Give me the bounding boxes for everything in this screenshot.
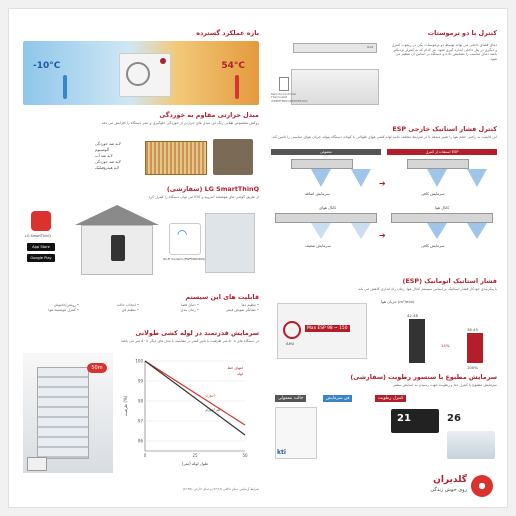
pipe-length-badge: 50m <box>87 363 107 373</box>
feature-col-4 <box>201 303 259 312</box>
esp-col-normal: معمولی <box>271 149 381 155</box>
hot-temp-label: 54°C <box>221 61 245 71</box>
auto-esp-text: با پیکربندی خودکار فشار استاتیک بر اساس سیستم کانال هوا، زمان راه اندازی کاهش می یابد <box>358 287 497 291</box>
ahu-circle <box>283 321 301 339</box>
airflow-arrow-r3 <box>427 223 447 239</box>
thinq-illustration <box>23 203 259 289</box>
outdoor-unit-image <box>119 53 171 97</box>
fin-layers-image <box>145 141 207 175</box>
airflow-arrow-l4 <box>351 223 371 239</box>
esp-row-label-3: کانال هوای <box>319 205 337 210</box>
y-tick-label: 96 <box>137 438 143 444</box>
airflow-bar-normal <box>409 319 425 363</box>
feature-item: • زمان بندی <box>180 307 199 312</box>
feature-col-2 <box>81 303 139 312</box>
series-label: اینورتر <box>205 393 215 398</box>
series-line <box>145 361 245 425</box>
temp-section-title: بازه عملکرد گسترده <box>196 29 259 37</box>
ceiling-duct <box>293 43 377 53</box>
house-icon <box>75 205 159 225</box>
y-tick-label: 100 <box>135 358 143 364</box>
layer-label-3: لایه ضد آب <box>95 153 113 158</box>
feature-item: • روشن/خاموش <box>53 303 79 307</box>
humidity-diagram <box>271 391 497 461</box>
airflow-arrow-l2 <box>351 169 371 187</box>
x-tick-label: 25 <box>192 453 198 458</box>
y-tick-label: 98 <box>137 398 143 404</box>
building-body <box>37 367 89 459</box>
building-image <box>23 353 113 473</box>
esp-section-text: این قابلیت به راحتی حجم هوا را تغییر میدهد تا در شرایط مختلف مانند لوله کشی هوای طولانی یا کوتاه، دستگاه بتواند جریان هوای مناسبی را تامین کند. <box>271 135 497 139</box>
feature-item: • تنظیم فن <box>121 307 139 312</box>
duct-unit-right-1 <box>407 159 469 169</box>
capacity-chart <box>123 353 259 483</box>
humidity-title: سرمایش مطبوع با سنسور رطوبت (سفارشی) <box>350 373 497 381</box>
esp-row-label-2: سرمایش کافی <box>421 191 445 196</box>
modem-model-label: Wi-Fi modem (PWFMDD200) <box>163 257 206 261</box>
y-tick-label: 99 <box>137 378 143 384</box>
y-tick-label: 97 <box>137 418 143 424</box>
y-axis-label: ظرفیت (%) <box>123 395 128 417</box>
feature-item: • نشانگر تعویض فیلتر <box>226 307 259 312</box>
x-axis-label: طول لوله (متر) <box>181 461 209 466</box>
temp-display-1: 21 <box>397 413 411 424</box>
duct-unit-right-2 <box>391 213 493 223</box>
dual-section-title: کنترل با دو ترموستات <box>427 29 497 37</box>
cold-thermometer-icon <box>63 75 67 99</box>
feature-item: • دمای فضا <box>181 303 199 307</box>
airflow-arrow-r4 <box>467 223 487 239</box>
humidity-item-2: فن سرمایش <box>323 395 352 402</box>
thinq-section-text: از طریق گوشی های هوشمند اندروید و iOS می توان دستگاه را کنترل کرد <box>148 195 259 199</box>
indoor-coil-image <box>213 139 253 175</box>
fan-icon <box>126 62 150 86</box>
chart-annotation: انتهای خط <box>227 366 243 370</box>
lg-logo-icon <box>160 58 166 64</box>
room-diagram <box>271 41 383 119</box>
esp-row-label-6: سرمایش کافی <box>421 243 445 248</box>
layer-label-2: آلومینیوم <box>95 147 109 152</box>
unit-label: Unit <box>367 45 374 49</box>
brand-block <box>411 473 497 501</box>
dual-section-text: دمای فضای داخلی می تواند توسط دو ترموستات یکی در ریموت کنترل و دیگری در پنل داخلی اندازه گیری شود. هر کدام که به کنترلر نزدیکتر باشد دمای مناسب را تشخیص داده و دستگاه بر اساس آن تنظیم می شود. <box>391 43 497 61</box>
brand-slogan: روی خوش زندگی <box>430 487 467 493</box>
esp-diagram <box>271 149 497 279</box>
wifi-icon: ◠ <box>177 227 188 241</box>
x-tick-label: 50 <box>242 453 248 458</box>
indoor-unit-image <box>205 213 255 273</box>
layer-label-4: لایه ضد خوردگی <box>95 159 121 164</box>
feature-col-3 <box>141 303 199 312</box>
smartphone-icon <box>111 235 125 261</box>
humidity-item-3: کنترل رطوبت <box>375 395 406 402</box>
kit-logo: kti <box>277 449 286 456</box>
features-title: قابلیت های این سیستم <box>185 293 259 301</box>
brand-flower-icon <box>471 475 493 497</box>
chart-annotation: لوله <box>237 372 243 376</box>
esp-row-label-1: سرمایش اضافه <box>305 191 330 196</box>
auto-esp-tag: Max ESP 98 ~ 150 <box>307 326 348 331</box>
temp-range-banner <box>23 41 259 105</box>
airflow-value-1: 42.48 <box>407 313 418 318</box>
duct-unit-left-2 <box>275 213 377 223</box>
feature-item: • تنظیم دما <box>241 303 259 307</box>
airflow-pct-2: 100% <box>467 365 478 370</box>
ahu-label: AHU <box>286 341 295 346</box>
duct-unit-left-1 <box>291 159 353 169</box>
esp-col-control: استفاده از کنترل ESP <box>387 149 497 155</box>
heat-exchanger-diagram <box>23 135 259 179</box>
hot-thermometer-icon <box>235 75 239 99</box>
airflow-arrow-l1 <box>311 169 331 187</box>
airflow-arrow-l3 <box>311 223 331 239</box>
humidity-item-1: حالت معمولی <box>275 395 306 402</box>
airflow-arrow-r1 <box>427 169 447 187</box>
series-label: غیر اینورتر <box>205 407 221 412</box>
esp-row-label-5: سرمایش ضعیف <box>305 243 331 248</box>
airflow-bar-auto <box>467 333 483 363</box>
auto-esp-title: فشار استاتیک اتوماتیک (ESP) <box>402 277 497 285</box>
airflow-pct-1: 14% <box>441 343 450 348</box>
series-line <box>145 361 245 435</box>
right-column <box>271 29 497 493</box>
pipe-section-title: مبدل حرارتی مقاوم به خوردگی <box>159 111 259 119</box>
feature-item: • انتخاب حالت <box>116 303 139 307</box>
x-tick-label: 0 <box>143 453 147 458</box>
feature-col-1 <box>23 303 79 312</box>
layer-label-1: لایه ضد خوردگی <box>95 141 121 146</box>
google-play-badge[interactable]: Google Play <box>27 254 55 262</box>
airflow-axis-label: جریان هوا (m³/min) <box>381 299 415 304</box>
pipeline-text: در دستگاه های تا ۵۰ متر ظرفیت با تاثیر کمتر در مقایسه با مدل های دیگر تا ۵۰ متر می باشد <box>121 339 259 343</box>
pipe-section-text: روکش مخصوص طلایی رنگ این مبدل های حرارتی از خوردگی جلوگیری و عمر دستگاه را افزایش می دهد <box>101 121 259 125</box>
temp-display-2: 26 <box>447 413 461 424</box>
remote-thermostat-label: Remote Controller Thermostat (PREMTB001/PREMTB100) <box>271 93 308 103</box>
pipeline-note: شرایط آزمایش: دمای داخلی (27°C) و دمای خارجی (35°C) <box>182 487 259 491</box>
auto-esp-diagram <box>271 299 497 369</box>
layer-label-5: لایه هیدروفیلیک <box>95 165 120 170</box>
brand-name: گلدیران <box>433 475 467 485</box>
esp-arrow-2: ➔ <box>379 231 386 240</box>
left-column <box>23 29 259 491</box>
airflow-value-2: 36.45 <box>467 327 478 332</box>
thinq-section-title: LG SmartThinQ (سفارشی) <box>166 185 259 193</box>
thinq-app-icon <box>31 211 51 231</box>
humidity-text: سرمایش مطبوع با کنترل دما و رطوبت جهت رسیدن به آسایش بیشتر <box>393 383 497 387</box>
app-store-badge[interactable]: App Store <box>27 243 55 251</box>
remote-controller-icon <box>279 77 289 91</box>
person-image <box>447 431 495 459</box>
thinq-badge-label: LG SmartThinQ <box>25 234 51 238</box>
cold-temp-label: -10°C <box>33 61 61 71</box>
esp-arrow-1: ➔ <box>379 179 386 188</box>
feature-item: • کنترل هوشمند هوا <box>48 307 79 312</box>
brochure-sheet <box>8 8 508 508</box>
esp-row-label-4: کانال هوا <box>435 205 450 210</box>
esp-section-title: کنترل فشار استاتیک خارجی ESP <box>392 125 497 133</box>
outdoor-unit-small <box>27 457 47 471</box>
pipeline-title: سرمایش قدرتمند در لوله کشی طولانی <box>135 329 259 337</box>
features-list <box>23 303 259 325</box>
airflow-arrow-r2 <box>467 169 487 187</box>
